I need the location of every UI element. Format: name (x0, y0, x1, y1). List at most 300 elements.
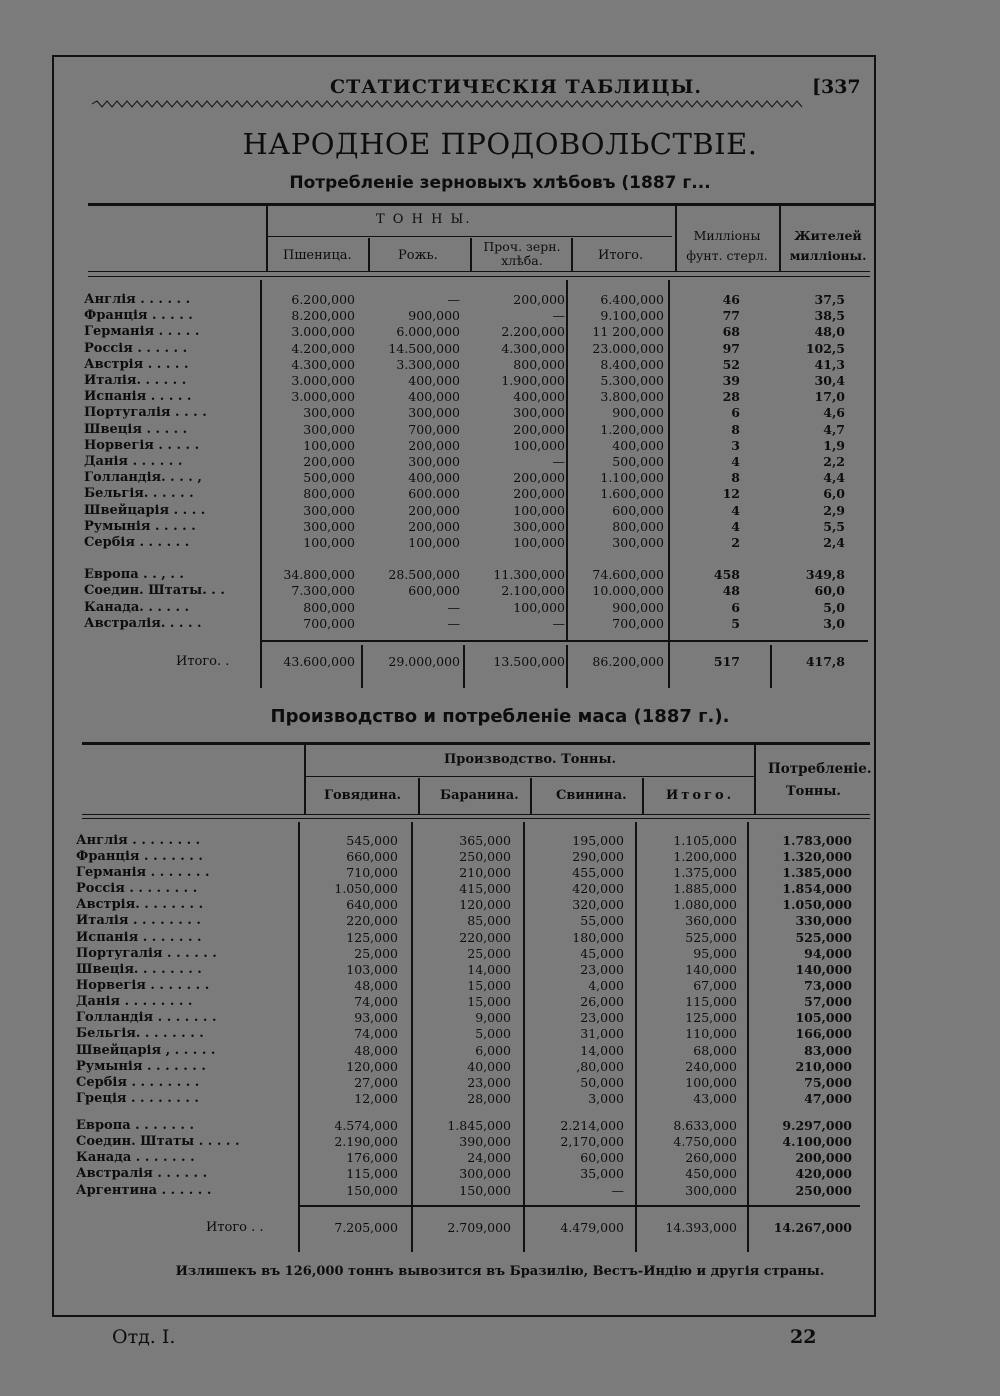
table-cell: 41,3 (814, 357, 845, 372)
table-cell: 700,000 (408, 422, 460, 437)
country-name: Испанія . . . . . . . (76, 930, 202, 945)
table-cell: — (611, 1183, 624, 1198)
table-cell: 100,000 (303, 438, 355, 453)
table-cell: 4,4 (823, 470, 845, 485)
country-name: Англія . . . . . . (84, 292, 191, 307)
table-cell: 210,000 (795, 1059, 852, 1074)
page-number: [337 (812, 76, 861, 98)
table-cell: 4.750,000 (673, 1134, 737, 1149)
table-cell: 400,000 (408, 373, 460, 388)
table-cell: 4,6 (823, 405, 845, 420)
table-cell: 26,000 (580, 994, 624, 1009)
running-title: СТАТИСТИЧЕСКІЯ ТАБЛИЦЫ. (330, 76, 702, 98)
table-cell: 320,000 (572, 897, 624, 912)
table-cell: 12 (722, 486, 740, 501)
country-name: Данія . . . . . . . . (76, 994, 193, 1009)
table-cell: 390,000 (459, 1134, 511, 1149)
country-name: Италія. . . . . . (84, 373, 187, 388)
country-name: Данія . . . . . . (84, 454, 183, 469)
table-cell: 28 (722, 389, 740, 404)
table-cell: 97 (722, 341, 740, 356)
table-cell: 110,000 (685, 1026, 737, 1041)
table-cell: 525,000 (685, 930, 737, 945)
table-cell: 700,000 (303, 616, 355, 631)
table-cell: 50,000 (580, 1075, 624, 1090)
table-cell: 9.297,000 (782, 1118, 852, 1133)
table-cell: 200,000 (513, 292, 565, 307)
table-cell: 52 (722, 357, 740, 372)
table-cell: 2 (731, 535, 740, 550)
table-cell: 3 (731, 438, 740, 453)
table-cell: 17,0 (814, 389, 845, 404)
table-cell: 700,000 (612, 616, 664, 631)
table-cell: 28,000 (467, 1091, 511, 1106)
table-cell: 140,000 (795, 962, 852, 977)
table-cell: 29.000,000 (388, 654, 460, 669)
table-cell: 455,000 (572, 865, 624, 880)
table-cell: 23.000,000 (592, 341, 664, 356)
table-cell: 2,170,000 (560, 1134, 624, 1149)
table-cell: 300,000 (459, 1166, 511, 1181)
country-name: Австрія . . . . . (84, 357, 189, 372)
country-name: Аргентина . . . . . . (76, 1183, 212, 1198)
table-cell: 4 (731, 454, 740, 469)
country-name: Греція . . . . . . . . (76, 1091, 199, 1106)
table-cell: 200,000 (795, 1150, 852, 1165)
table-cell: 6 (731, 405, 740, 420)
table-cell: 14,000 (467, 962, 511, 977)
table-cell: 900,000 (408, 308, 460, 323)
table-cell: 43.600,000 (283, 654, 355, 669)
table1-col-total: Итого. (598, 248, 644, 263)
table-cell: 23,000 (467, 1075, 511, 1090)
table-cell: 100,000 (408, 535, 460, 550)
table-cell: 400,000 (408, 470, 460, 485)
table1-header-rule-2 (88, 276, 870, 277)
country-name: Россія . . . . . . . . (76, 881, 198, 896)
table-cell: 6.200,000 (291, 292, 355, 307)
table-cell: 24,000 (467, 1150, 511, 1165)
table-cell: 5,5 (823, 519, 845, 534)
country-name: Европа . . , . . (84, 567, 184, 582)
table-cell: 800,000 (513, 357, 565, 372)
table-cell: 1.885,000 (673, 881, 737, 896)
table-cell: 300,000 (513, 405, 565, 420)
table-cell: 4.574,000 (334, 1118, 398, 1133)
table-cell: 23,000 (580, 1010, 624, 1025)
table-cell: 220,000 (346, 913, 398, 928)
table-cell: 60,000 (580, 1150, 624, 1165)
table-cell: 14.393,000 (665, 1220, 737, 1235)
table-cell: 77 (722, 308, 740, 323)
table-cell: 125,000 (685, 1010, 737, 1025)
country-name: Австралія. . . . . (84, 616, 202, 631)
section-label: Отд. I. (112, 1326, 176, 1348)
table-cell: 220,000 (459, 930, 511, 945)
country-name: Соедин. Штаты. . . (84, 583, 225, 598)
table-cell: 3.300,000 (396, 357, 460, 372)
table-cell: 55,000 (580, 913, 624, 928)
table-cell: 4 (731, 519, 740, 534)
table-cell: 105,000 (795, 1010, 852, 1025)
table-cell: 2.190,000 (334, 1134, 398, 1149)
table-cell: 1.050,000 (782, 897, 852, 912)
country-name: Европа . . . . . . . (76, 1118, 195, 1133)
table-cell: 43,000 (693, 1091, 737, 1106)
table-cell: 900,000 (612, 600, 664, 615)
table-cell: 30,4 (814, 373, 845, 388)
table-cell: 8.633,000 (673, 1118, 737, 1133)
table2-col-beef: Говядина. (324, 788, 402, 803)
table-cell: 93,000 (354, 1010, 398, 1025)
table-cell: 1.385,000 (782, 865, 852, 880)
table-cell: 2,9 (823, 503, 845, 518)
table-cell: 38,5 (814, 308, 845, 323)
table-cell: 166,000 (795, 1026, 852, 1041)
table-cell: 37,5 (814, 292, 845, 307)
sheet-number: 22 (790, 1326, 817, 1348)
table-cell: 15,000 (467, 994, 511, 1009)
table-cell: 12,000 (354, 1091, 398, 1106)
table-cell: 5,0 (823, 600, 845, 615)
table-cell: 3.800,000 (600, 389, 664, 404)
country-name: Итого . . (206, 1220, 264, 1235)
table-cell: 8.200,000 (291, 308, 355, 323)
table-cell: 150,000 (459, 1183, 511, 1198)
table-cell: ,80,000 (576, 1059, 624, 1074)
table-cell: 86.200,000 (592, 654, 664, 669)
table-cell: — (447, 600, 460, 615)
table-cell: 140,000 (685, 962, 737, 977)
country-name: Швеція . . . . . (84, 422, 188, 437)
table-cell: 13.500,000 (493, 654, 565, 669)
table-cell: 500,000 (303, 470, 355, 485)
table-cell: 300,000 (303, 519, 355, 534)
table-cell: 7.205,000 (334, 1220, 398, 1235)
table-cell: 11 200,000 (592, 324, 664, 339)
table-cell: 1.105,000 (673, 833, 737, 848)
table-cell: 1.845,000 (447, 1118, 511, 1133)
table-cell: 31,000 (580, 1026, 624, 1041)
table2-col-mutton: Баранина. (440, 788, 519, 803)
country-name: Германія . . . . . . . (76, 865, 210, 880)
table1-col-population: Жителей милліоны. (789, 228, 867, 263)
table-cell: 300,000 (303, 422, 355, 437)
table-cell: 4,7 (823, 422, 845, 437)
country-name: Канада . . . . . . . (76, 1150, 195, 1165)
table-cell: 800,000 (612, 519, 664, 534)
country-name: Португалія . . . . (84, 405, 207, 420)
table-cell: 74,000 (354, 994, 398, 1009)
country-name: Португалія . . . . . . (76, 946, 217, 961)
table-cell: 900,000 (612, 405, 664, 420)
table-cell: 6,000 (475, 1043, 511, 1058)
table-cell: 100,000 (513, 600, 565, 615)
table-cell: 2,2 (823, 454, 845, 469)
country-name: Сербія . . . . . . (84, 535, 190, 550)
table-cell: 240,000 (685, 1059, 737, 1074)
table-cell: 300,000 (303, 405, 355, 420)
table-cell: 200,000 (513, 470, 565, 485)
table-cell: 200,000 (513, 422, 565, 437)
table-cell: 100,000 (513, 503, 565, 518)
table-cell: 640,000 (346, 897, 398, 912)
table-cell: 250,000 (459, 849, 511, 864)
country-name: Англія . . . . . . . . (76, 833, 201, 848)
table-cell: 200,000 (513, 486, 565, 501)
table1-header-rule (88, 271, 870, 272)
main-title: НАРОДНОЕ ПРОДОВОЛЬСТВІЕ. (242, 127, 758, 161)
table-cell: 250,000 (795, 1183, 852, 1198)
table-cell: 195,000 (572, 833, 624, 848)
table1-group-rule (268, 236, 672, 237)
table-cell: 75,000 (804, 1075, 852, 1090)
table-cell: 6.400,000 (600, 292, 664, 307)
table-cell: 74,000 (354, 1026, 398, 1041)
table-cell: 48 (722, 583, 740, 598)
country-name: Швеція. . . . . . . . (76, 962, 202, 977)
table-cell: 4,000 (588, 978, 624, 993)
table-cell: 74.600,000 (592, 567, 664, 582)
table1-top-rule (88, 203, 876, 206)
table-cell: 40,000 (467, 1059, 511, 1074)
table-cell: 28.500,000 (388, 567, 460, 582)
table1-group-header: Т О Н Н Ы. (376, 212, 472, 227)
table-cell: 600,000 (408, 583, 460, 598)
table-cell: 415,000 (459, 881, 511, 896)
country-name: Бельгія. . . . . . (84, 486, 194, 501)
table-cell: 1.900,000 (501, 373, 565, 388)
table-cell: 1.854,000 (782, 881, 852, 896)
table-cell: 46 (722, 292, 740, 307)
table-cell: 300,000 (303, 503, 355, 518)
country-name: Австралія . . . . . . (76, 1166, 208, 1181)
table-cell: 8.400,000 (600, 357, 664, 372)
table-cell: 4.200,000 (291, 341, 355, 356)
table-cell: 4.479,000 (560, 1220, 624, 1235)
country-name: Румынія . . . . . (84, 519, 196, 534)
table-cell: 1.200,000 (600, 422, 664, 437)
table-cell: 600.000 (408, 486, 460, 501)
table-cell: 710,000 (346, 865, 398, 880)
table-cell: 67,000 (693, 978, 737, 993)
table-cell: 200,000 (408, 503, 460, 518)
country-name: Италія . . . . . . . . (76, 913, 201, 928)
table-cell: 7.300,000 (291, 583, 355, 598)
table-cell: 115,000 (346, 1166, 398, 1181)
table-cell: 10.000,000 (592, 583, 664, 598)
table-cell: 68,000 (693, 1043, 737, 1058)
table-cell: 3,0 (823, 616, 845, 631)
table-cell: 417,8 (805, 654, 845, 669)
country-name: Голландія. . . . , (84, 470, 202, 485)
country-name: Бельгія. . . . . . . . (76, 1026, 204, 1041)
table-cell: 400,000 (408, 389, 460, 404)
table-cell: 150,000 (346, 1183, 398, 1198)
country-name: Швейцарія . . . . (84, 503, 206, 518)
table2-col-consumption: Потребленіе. (768, 761, 872, 777)
table-cell: 525,000 (795, 930, 852, 945)
table-cell: 102,5 (805, 341, 845, 356)
table-cell: 45,000 (580, 946, 624, 961)
table-cell: 100,000 (685, 1075, 737, 1090)
country-name: Румынія . . . . . . . (76, 1059, 206, 1074)
table1-title: Потребленіе зерновыхъ хлѣбовъ (1887 г... (289, 173, 711, 193)
table-cell: 47,000 (804, 1091, 852, 1106)
country-name: Франція . . . . . (84, 308, 193, 323)
footnote: Излишекъ въ 126,000 тоннъ вывозится въ Бразилію, Вестъ-Индію и другія страны. (175, 1264, 825, 1279)
table-cell: 2.100,000 (501, 583, 565, 598)
table-cell: 14,000 (580, 1043, 624, 1058)
table-cell: 300,000 (685, 1183, 737, 1198)
country-name: Испанія . . . . . (84, 389, 192, 404)
table-cell: 1.100,000 (600, 470, 664, 485)
table-cell: 14.267,000 (773, 1220, 852, 1235)
table-cell: 200,000 (408, 519, 460, 534)
table-cell: 4.300,000 (291, 357, 355, 372)
table-cell: 365,000 (459, 833, 511, 848)
table-cell: 6,0 (823, 486, 845, 501)
table-cell: 9,000 (475, 1010, 511, 1025)
country-name: Норвегія . . . . . (84, 438, 200, 453)
table-cell: 25,000 (467, 946, 511, 961)
table-cell: — (552, 308, 565, 323)
table1-col-other: Проч. зерн. хлѣба. (483, 239, 561, 268)
table-cell: 800,000 (303, 486, 355, 501)
table-cell: 100,000 (513, 438, 565, 453)
table-cell: 400,000 (513, 389, 565, 404)
table-cell: 600,000 (612, 503, 664, 518)
table-cell: 8 (731, 422, 740, 437)
table-cell: — (447, 292, 460, 307)
table-cell: 3,000 (588, 1091, 624, 1106)
table-cell: 420,000 (572, 881, 624, 896)
table-cell: 48,000 (354, 1043, 398, 1058)
table-cell: 115,000 (685, 994, 737, 1009)
table-cell: 1.320,000 (782, 849, 852, 864)
table2-col-total: Итого. (666, 788, 735, 803)
table-cell: 300,000 (408, 454, 460, 469)
table-cell: — (552, 454, 565, 469)
table-cell: 48,0 (814, 324, 845, 339)
table2-top-rule (82, 742, 870, 745)
table-cell: 83,000 (804, 1043, 852, 1058)
table-cell: 57,000 (804, 994, 852, 1009)
table1-total-rule (260, 640, 868, 642)
table-cell: 4 (731, 503, 740, 518)
country-name: Сербія . . . . . . . . (76, 1075, 200, 1090)
table1-col-wheat: Пшеница. (283, 248, 352, 263)
table-cell: 34.800,000 (283, 567, 355, 582)
table-cell: 517 (713, 654, 740, 669)
table-cell: 95,000 (693, 946, 737, 961)
country-name: Франція . . . . . . . (76, 849, 203, 864)
table-cell: 14.500,000 (388, 341, 460, 356)
table-cell: 39 (722, 373, 740, 388)
table-cell: 180,000 (572, 930, 624, 945)
table-cell: 94,000 (804, 946, 852, 961)
table-cell: 458 (713, 567, 740, 582)
table-cell: 1.200,000 (673, 849, 737, 864)
country-name: Швейцарія , . . . . . (76, 1043, 216, 1058)
table-cell: 85,000 (467, 913, 511, 928)
country-name: Германія . . . . . (84, 324, 200, 339)
table-cell: 420,000 (795, 1166, 852, 1181)
table-cell: 6.000,000 (396, 324, 460, 339)
table2-header-rule-2 (82, 818, 870, 819)
table-cell: 200,000 (303, 454, 355, 469)
table-cell: 5,000 (475, 1026, 511, 1041)
table-cell: 3.000,000 (291, 324, 355, 339)
table-cell: 330,000 (795, 913, 852, 928)
table2-group-header: Производство. Тонны. (444, 752, 617, 767)
table-cell: 300,000 (513, 519, 565, 534)
table-cell: 25,000 (354, 946, 398, 961)
table-cell: 60,0 (814, 583, 845, 598)
table-cell: 6 (731, 600, 740, 615)
table-cell: 48,000 (354, 978, 398, 993)
table-cell: 4.100,000 (782, 1134, 852, 1149)
table-cell: — (552, 616, 565, 631)
table-cell: 3.000,000 (291, 389, 355, 404)
table-cell: 3.000,000 (291, 373, 355, 388)
table-cell: 73,000 (804, 978, 852, 993)
table-cell: 1.375,000 (673, 865, 737, 880)
country-name: Австрія. . . . . . . . (76, 897, 204, 912)
table-cell: 100,000 (513, 535, 565, 550)
table-cell: 260,000 (685, 1150, 737, 1165)
table-cell: 2.214,000 (560, 1118, 624, 1133)
table-cell: 300,000 (612, 535, 664, 550)
table-cell: 103,000 (346, 962, 398, 977)
table-cell: 100,000 (303, 535, 355, 550)
table-cell: 1,9 (823, 438, 845, 453)
table-cell: 800,000 (303, 600, 355, 615)
table-cell: 15,000 (467, 978, 511, 993)
table-cell: 8 (731, 470, 740, 485)
table1-col-rye: Рожь. (398, 248, 438, 263)
table-cell: 176,000 (346, 1150, 398, 1165)
table-cell: 68 (722, 324, 740, 339)
table-cell: 120,000 (346, 1059, 398, 1074)
table-cell: 2,4 (823, 535, 845, 550)
table-cell: 2.200,000 (501, 324, 565, 339)
table-cell: 450,000 (685, 1166, 737, 1181)
table-cell: 4.300,000 (501, 341, 565, 356)
table-cell: 9.100,000 (600, 308, 664, 323)
table-cell: 200,000 (408, 438, 460, 453)
table2-col-pork: Свинина. (556, 788, 627, 803)
table-cell: 1.080,000 (673, 897, 737, 912)
table-cell: 545,000 (346, 833, 398, 848)
table-cell: 125,000 (346, 930, 398, 945)
country-name: Голландія . . . . . . . (76, 1010, 217, 1025)
table2-col-consumption-unit: Тонны. (786, 784, 841, 799)
country-name: Соедин. Штаты . . . . . (76, 1134, 240, 1149)
country-name: Канада. . . . . . (84, 600, 190, 615)
table-cell: 5.300,000 (600, 373, 664, 388)
table2-header-rule (82, 814, 870, 815)
country-name: Итого. . (176, 654, 230, 669)
table2-title: Производство и потребленіе маса (1887 г.). (270, 706, 730, 727)
table2-total-rule (300, 1205, 860, 1207)
table-cell: 5 (731, 616, 740, 631)
table-cell: 2.709,000 (447, 1220, 511, 1235)
country-name: Россія . . . . . . (84, 341, 188, 356)
table-cell: 1.600,000 (600, 486, 664, 501)
table2-group-rule (306, 776, 754, 777)
table-cell: 1.783,000 (782, 833, 852, 848)
